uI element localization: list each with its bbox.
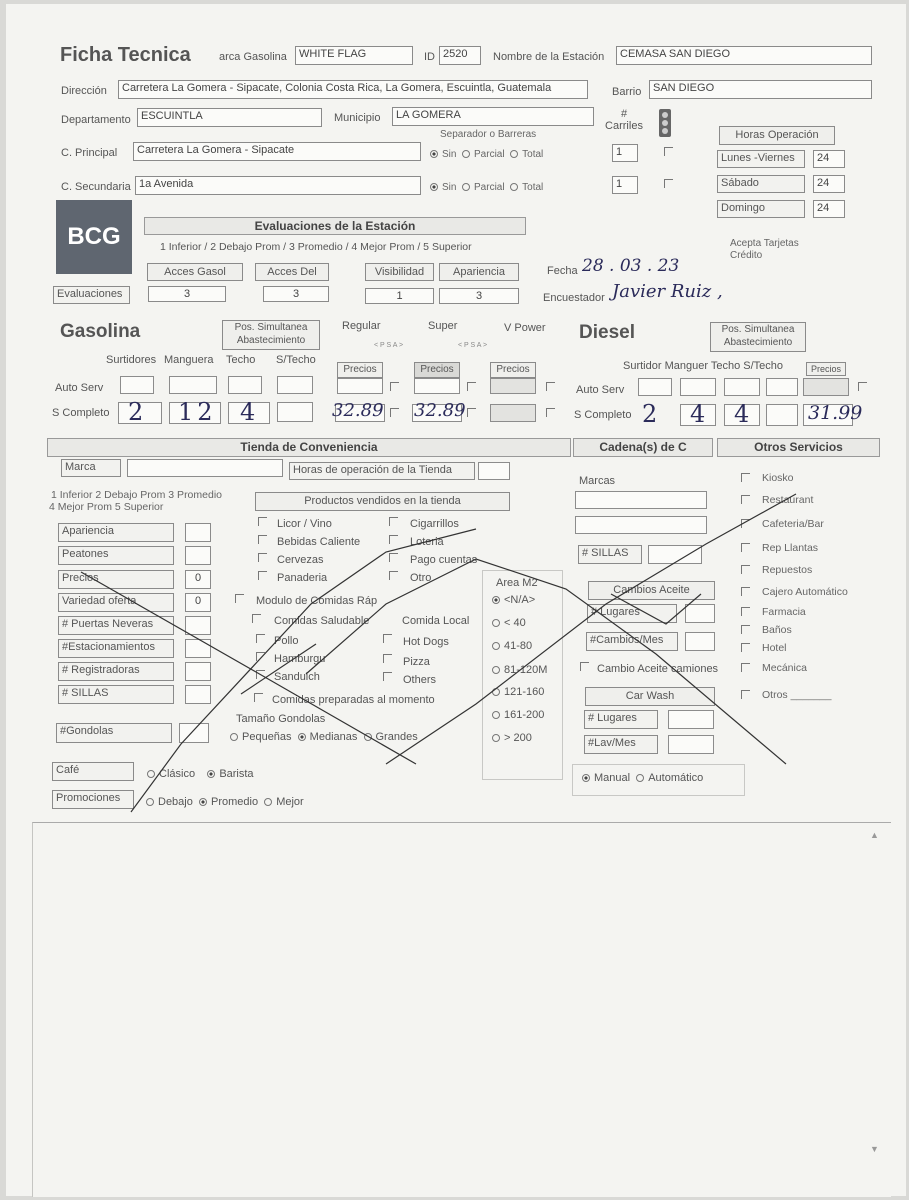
- sabado-label: Sábado: [717, 175, 805, 193]
- acepta-tarjetas-label[interactable]: Acepta Tarjetas Crédito: [730, 238, 799, 261]
- evaluaciones-label: Evaluaciones: [53, 286, 130, 304]
- food-label: Others: [403, 674, 437, 686]
- tienda-eval-field[interactable]: 0: [185, 593, 211, 612]
- visibilidad-field[interactable]: 1: [365, 288, 434, 304]
- gas-col-techo: Techo: [226, 354, 256, 366]
- product-label: Loteria: [410, 536, 444, 548]
- regular-label: Regular: [342, 320, 381, 332]
- gas-sc-manguera: 12: [178, 398, 217, 426]
- tienda-eval-label: #Estacionamientos: [58, 639, 174, 658]
- comidas-saludable-label: Comidas Saludable: [274, 615, 370, 627]
- comida-local-label: Comida Local: [402, 615, 470, 627]
- scroll-up-icon[interactable]: ▲: [870, 830, 879, 840]
- domingo-field[interactable]: 24: [813, 200, 845, 218]
- area-option[interactable]: > 200: [492, 732, 532, 744]
- direccion-label: Dirección: [61, 85, 107, 97]
- modulo-comidas-label: Modulo de Comidas Ráp: [256, 595, 378, 607]
- food-label: Pollo: [274, 635, 299, 647]
- tienda-eval-label: # Registradoras: [58, 662, 174, 681]
- gas-sc-surtidores: 2: [128, 398, 144, 426]
- product-label: Otro: [410, 572, 432, 584]
- precios-vpower-label: Precios: [490, 362, 536, 378]
- cprincipal-label: C. Principal: [61, 147, 118, 159]
- gas-scompleto-label: S Completo: [52, 407, 110, 419]
- area-option[interactable]: 41-80: [492, 640, 532, 652]
- gas-sc-techo: 4: [240, 398, 256, 426]
- food-label: Hamburgu: [274, 653, 326, 665]
- lunes-viernes-label: Lunes -Viernes: [717, 150, 805, 168]
- cambio-camiones-label: Cambio Aceite camiones: [597, 663, 719, 675]
- otros-servicio-label: Baños: [762, 624, 792, 636]
- otros-servicio-label: Kiosko: [762, 472, 794, 484]
- evaluaciones-scale: 1 Inferior / 2 Debajo Prom / 3 Promedio / 4 Mejor Prom / 5 Superior: [160, 241, 472, 253]
- otros-servicio-label: Restaurant: [762, 494, 814, 506]
- gasolina-title: Gasolina: [60, 321, 141, 342]
- carriles-field-2[interactable]: 1: [612, 176, 638, 194]
- municipio-label: Municipio: [334, 112, 381, 124]
- productos-header: Productos vendidos en la tienda: [255, 492, 510, 511]
- otros-servicio-label: Mecánica: [762, 662, 807, 674]
- area-title: Area M2: [496, 577, 538, 589]
- wash-type-options[interactable]: Manual Automático: [582, 772, 703, 784]
- product-label: Licor / Vino: [277, 518, 332, 530]
- tienda-eval-label: Peatones: [58, 546, 174, 565]
- cadena-sillas-label: # SILLAS: [578, 545, 642, 564]
- separador-label: Separador o Barreras: [440, 129, 537, 140]
- cafe-options[interactable]: Clásico Barista: [147, 768, 254, 780]
- cadena-header: Cadena(s) de C: [573, 438, 713, 457]
- gasolina-pos-simultanea: Pos. Simultanea Abastecimiento: [222, 320, 320, 350]
- barrio-field[interactable]: SAN DIEGO: [649, 80, 872, 99]
- acceso-del-label: Acces Del: [255, 263, 329, 281]
- otros-servicio-label: Hotel: [762, 642, 787, 654]
- diesel-sc-techo: 4: [734, 400, 750, 428]
- diesel-precios-label: Precios: [806, 362, 846, 376]
- marca-field[interactable]: WHITE FLAG: [295, 46, 413, 65]
- apariencia-label: Apariencia: [439, 263, 519, 281]
- acceso-del-field[interactable]: 3: [263, 286, 329, 302]
- diesel-auto-serv-label: Auto Serv: [576, 384, 625, 396]
- psa-label-1: < P S A >: [374, 342, 404, 349]
- horas-operacion-header: Horas Operación: [719, 126, 835, 145]
- tienda-header: Tienda de Conveniencia: [47, 438, 571, 457]
- id-label: ID: [424, 51, 435, 63]
- lugares-label: # Lugares: [587, 604, 677, 623]
- diesel-sc-surtidor[interactable]: 2: [642, 400, 658, 428]
- sabado-field[interactable]: 24: [813, 175, 845, 193]
- separador-options-1[interactable]: Sin Parcial Total: [430, 149, 543, 160]
- food-label: Sanduich: [274, 671, 320, 683]
- tamano-gondolas-label: Tamaño Gondolas: [236, 713, 326, 725]
- food-label: Hot Dogs: [403, 636, 449, 648]
- area-option[interactable]: < 40: [492, 617, 526, 629]
- departamento-field[interactable]: ESCUINTLA: [137, 108, 322, 127]
- tienda-eval-field[interactable]: 0: [185, 570, 211, 589]
- product-label: Cigarrillos: [410, 518, 459, 530]
- comidas-preparadas-label: Comidas preparadas al momento: [272, 694, 435, 706]
- carwash-lugares-label: # Lugares: [584, 710, 658, 729]
- lunes-viernes-field[interactable]: 24: [813, 150, 845, 168]
- otros-servicio-label: Rep Llantas: [762, 542, 819, 554]
- area-option[interactable]: 161-200: [492, 709, 544, 721]
- cambios-aceite-header: Cambios Aceite: [588, 581, 715, 600]
- otros-servicio-label: Cajero Automático: [762, 586, 848, 598]
- tienda-scale-2: 4 Mejor Prom 5 Superior: [49, 501, 164, 513]
- diesel-pos-simultanea: Pos. Simultanea Abastecimiento: [710, 322, 806, 352]
- tienda-scale-1: 1 Inferior 2 Debajo Prom 3 Promedio: [51, 489, 222, 501]
- csecundaria-label: C. Secundaria: [61, 181, 131, 193]
- direccion-field[interactable]: Carretera La Gomera - Sipacate, Colonia Costa Rica, La Gomera, Escuintla, Guatemala: [118, 80, 588, 99]
- csecundaria-field[interactable]: 1a Avenida: [135, 176, 421, 195]
- diesel-title: Diesel: [579, 322, 635, 343]
- psa-label-2: < P S A >: [458, 342, 488, 349]
- tienda-horas-label: Horas de operación de la Tienda: [289, 462, 475, 480]
- area-option[interactable]: <N/A>: [492, 594, 535, 606]
- carwash-header: Car Wash: [585, 687, 715, 706]
- tienda-eval-label: Variedad oferta: [58, 593, 174, 612]
- apariencia-field[interactable]: 3: [439, 288, 519, 304]
- super-label: Super: [428, 320, 458, 332]
- form-title: Ficha Tecnica: [60, 44, 191, 66]
- domingo-label: Domingo: [717, 200, 805, 218]
- carriles-field-1[interactable]: 1: [612, 144, 638, 162]
- tienda-eval-label: # Puertas Neveras: [58, 616, 174, 635]
- carriles-label: # Carriles: [605, 108, 643, 132]
- cafe-label: Café: [52, 762, 134, 781]
- otros-servicio-label: Repuestos: [762, 564, 813, 576]
- tamano-gondolas-options[interactable]: Pequeñas Medianas Grandes: [230, 731, 418, 743]
- encuestador-value[interactable]: Javier Ruiz ,: [612, 281, 723, 302]
- tienda-marca-label: Marca: [61, 459, 121, 477]
- lav-mes-label: #Lav/Mes: [584, 735, 658, 754]
- cadena-marcas-label: Marcas: [579, 475, 616, 487]
- tienda-eval-label: Apariencia: [58, 523, 174, 542]
- product-label: Bebidas Caliente: [277, 536, 361, 548]
- diesel-sc-precio: 31.99: [808, 402, 863, 424]
- promociones-options[interactable]: Debajo Promedio Mejor: [146, 796, 304, 808]
- form-sheet: [6, 4, 906, 1196]
- visibilidad-label: Visibilidad: [365, 263, 434, 281]
- tienda-eval-label: Precios: [58, 570, 174, 589]
- scroll-down-icon[interactable]: ▼: [870, 1144, 879, 1154]
- otros-servicio-label: Cafeteria/Bar: [762, 518, 824, 530]
- food-label: Pizza: [403, 656, 430, 668]
- departamento-label: Departamento: [61, 114, 131, 126]
- diesel-sc-manguera: 4: [690, 400, 706, 428]
- marca-label: arca Gasolina: [219, 51, 287, 63]
- area-option[interactable]: 81-120M: [492, 664, 547, 676]
- gas-auto-serv-label: Auto Serv: [55, 382, 104, 394]
- product-label: Cervezas: [277, 554, 324, 566]
- area-option[interactable]: 121-160: [492, 686, 544, 698]
- vpower-label: V Power: [504, 322, 546, 334]
- barrio-label: Barrio: [612, 86, 642, 98]
- diesel-columns: Surtidor Manguer Techo S/Techo: [623, 360, 783, 372]
- id-field[interactable]: 2520: [439, 46, 481, 65]
- acceso-gasol-field[interactable]: 3: [148, 286, 226, 302]
- otros-servicio-label: Farmacia: [762, 606, 806, 618]
- gas-sc-regular-price: 32.89: [332, 400, 384, 421]
- fecha-value[interactable]: 28 . 03 . 23: [582, 256, 680, 276]
- precios-super-label: Precios: [414, 362, 460, 378]
- encuestador-label: Encuestador: [543, 292, 605, 304]
- fecha-label: Fecha: [547, 265, 578, 277]
- cprincipal-field[interactable]: Carretera La Gomera - Sipacate: [133, 142, 421, 161]
- estacion-label: Nombre de la Estación: [493, 51, 605, 63]
- estacion-field[interactable]: CEMASA SAN DIEGO: [616, 46, 872, 65]
- gas-col-manguera: Manguera: [164, 354, 214, 366]
- separador-options-2[interactable]: Sin Parcial Total: [430, 182, 543, 193]
- gas-col-surtidores: Surtidores: [106, 354, 157, 366]
- diesel-scompleto-label: S Completo: [574, 409, 632, 421]
- municipio-field[interactable]: LA GOMERA: [392, 107, 594, 126]
- promociones-label: Promociones: [52, 790, 134, 809]
- cambios-mes-label: #Cambios/Mes: [586, 632, 678, 651]
- tienda-eval-label: # SILLAS: [58, 685, 174, 704]
- acceso-gasol-label: Acces Gasol: [147, 263, 243, 281]
- product-label: Pago cuentas: [410, 554, 478, 566]
- otros-servicios-header: Otros Servicios: [717, 438, 880, 457]
- notes-area[interactable]: [32, 822, 891, 1197]
- gas-sc-super-price: 32.89: [414, 400, 466, 421]
- bcg-logo: BCG: [56, 200, 132, 274]
- otros-servicio-label: Otros _______: [762, 689, 832, 701]
- product-label: Panaderia: [277, 572, 328, 584]
- gas-col-stecho: S/Techo: [276, 354, 316, 366]
- precios-regular-label: Precios: [337, 362, 383, 378]
- evaluaciones-header: Evaluaciones de la Estación: [144, 217, 526, 235]
- gondolas-label: #Gondolas: [56, 723, 172, 743]
